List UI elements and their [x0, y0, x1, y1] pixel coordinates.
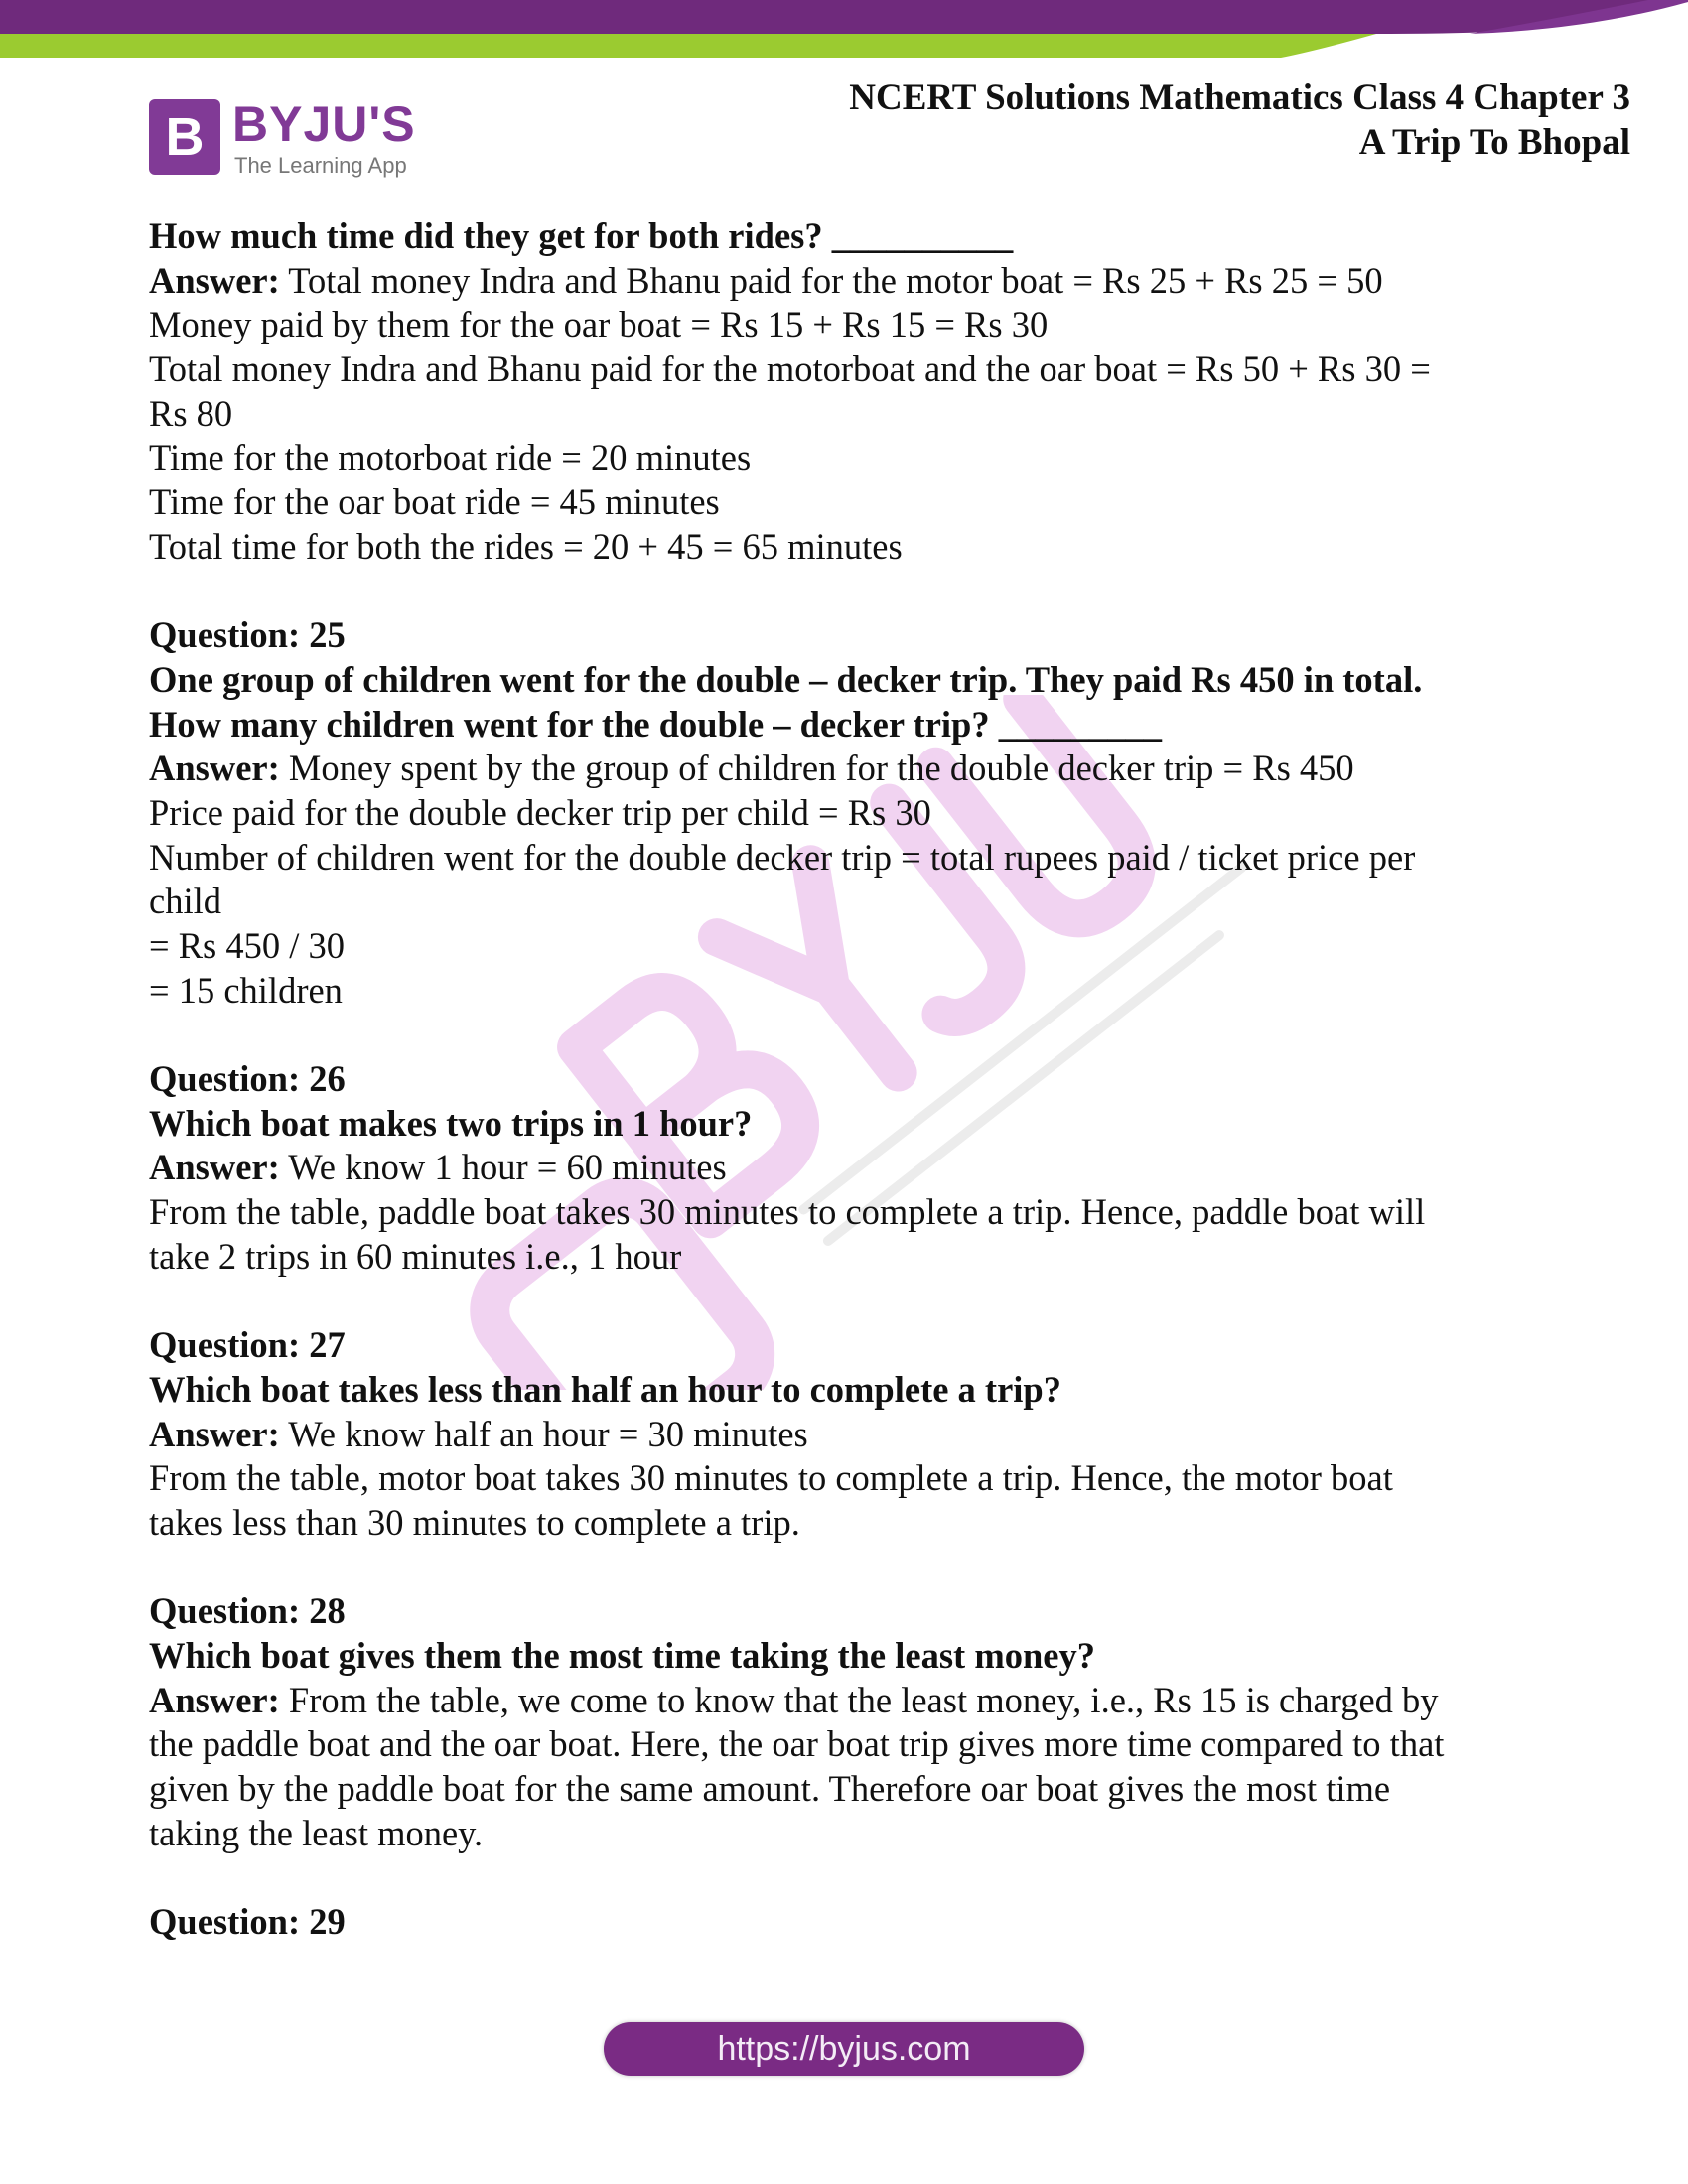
answer-text: Total money Indra and Bhanu paid for the motorboat and the oar boat = Rs 50 + Rs 30 =: [149, 348, 1431, 390]
text-line: [149, 1812, 1559, 1856]
answer-text: Total money Indra and Bhanu paid for the motor boat = Rs 25 + Rs 25 = 50: [279, 259, 1383, 301]
text-line: [149, 525, 1559, 570]
text-line: [149, 480, 1559, 525]
answer-text: = 15 children: [149, 969, 343, 1011]
byjus-website-link[interactable]: https://byjus.com: [604, 2022, 1084, 2076]
page-title-line-1: NCERT Solutions Mathematics Class 4 Chapter 3: [849, 77, 1630, 118]
answer-text: Time for the motorboat ride = 20 minutes: [149, 437, 752, 478]
purple-band: [0, 0, 1688, 34]
text-line: [149, 969, 1559, 1014]
text-line: [149, 1855, 1559, 1900]
text-line: [149, 1280, 1559, 1324]
question-text: How many children went for the double – decker trip? _________: [149, 703, 1162, 745]
text-line: [149, 1767, 1559, 1812]
text-line: [149, 791, 1559, 836]
question-text: One group of children went for the double – decker trip. They paid Rs 450 in total.: [149, 658, 1423, 700]
answer-text: Money spent by the group of children for the double decker trip = Rs 450: [279, 748, 1354, 789]
answer-text: given by the paddle boat for the same amount. Therefore oar boat gives the most time: [149, 1768, 1391, 1810]
text-line: [149, 924, 1559, 969]
text-line: [149, 1368, 1559, 1413]
question-number: Question: 29: [149, 1901, 346, 1943]
text-line: [149, 1589, 1559, 1634]
text-line: [149, 614, 1559, 658]
answer-text: From the table, paddle boat takes 30 minutes to complete a trip. Hence, paddle boat will: [149, 1191, 1426, 1233]
text-line: [149, 1501, 1559, 1546]
text-line: [149, 1679, 1559, 1723]
text-line: [149, 214, 1559, 259]
text-line: [149, 1013, 1559, 1057]
text-line: [149, 1323, 1559, 1368]
answer-text: From the table, motor boat takes 30 minutes to complete a trip. Hence, the motor boat: [149, 1457, 1393, 1499]
question-number: Question: 28: [149, 1590, 346, 1632]
text-line: [149, 1456, 1559, 1501]
text-line: [149, 836, 1559, 881]
green-band: [0, 30, 1390, 58]
answer-text: takes less than 30 minutes to complete a trip.: [149, 1501, 800, 1543]
text-line: [149, 1235, 1559, 1280]
text-line: [149, 436, 1559, 480]
answer-text: We know 1 hour = 60 minutes: [279, 1147, 727, 1188]
answer-text: the paddle boat and the oar boat. Here, the oar boat trip gives more time compared to that: [149, 1723, 1445, 1765]
text-line: [149, 570, 1559, 614]
answer-text: Time for the oar boat ride = 45 minutes: [149, 481, 720, 523]
answer-text: Number of children went for the double decker trip = total rupees paid / ticket price per: [149, 836, 1416, 878]
text-line: [149, 347, 1559, 392]
answer-text: Money paid by them for the oar boat = Rs 15 + Rs 15 = Rs 30: [149, 304, 1049, 345]
logo-brand: BYJU'S: [232, 96, 416, 152]
page-title-line-2: A Trip To Bhopal: [1358, 122, 1630, 163]
answer-label: Answer:: [149, 1147, 280, 1188]
text-line: [149, 303, 1559, 347]
answer-text: Total time for both the rides = 20 + 45 = 65 minutes: [149, 525, 903, 567]
answer-text: From the table, we come to know that the least money, i.e., Rs 15 is charged by: [279, 1679, 1439, 1720]
question-text: How much time did they get for both rides? __________: [149, 215, 1014, 256]
text-line: [149, 703, 1559, 748]
answer-text: = Rs 450 / 30: [149, 925, 346, 966]
document-body: [149, 214, 1559, 1945]
question-text: Which boat makes two trips in 1 hour?: [149, 1102, 753, 1144]
answer-text: child: [149, 881, 221, 922]
answer-label: Answer:: [149, 748, 280, 789]
question-text: Which boat gives them the most time taking the least money?: [149, 1635, 1095, 1676]
answer-label: Answer:: [149, 1679, 280, 1720]
logo-mark: B: [149, 99, 220, 175]
question-number: Question: 26: [149, 1058, 346, 1100]
logo-tagline: The Learning App: [234, 153, 407, 178]
text-line: [149, 880, 1559, 924]
question-text: Which boat takes less than half an hour to complete a trip?: [149, 1368, 1061, 1410]
answer-text: Price paid for the double decker trip per child = Rs 30: [149, 791, 931, 833]
text-line: [149, 1057, 1559, 1102]
byjus-logo: [149, 97, 437, 181]
page-title: [849, 75, 1630, 165]
question-number: Question: 25: [149, 614, 346, 656]
text-line: [149, 1146, 1559, 1190]
text-line: [149, 1413, 1559, 1457]
text-line: [149, 1634, 1559, 1679]
answer-text: We know half an hour = 30 minutes: [279, 1413, 808, 1454]
text-line: [149, 747, 1559, 791]
text-line: [149, 259, 1559, 304]
text-line: [149, 658, 1559, 703]
text-line: [149, 1722, 1559, 1767]
answer-label: Answer:: [149, 1413, 280, 1454]
answer-text: taking the least money.: [149, 1812, 484, 1853]
question-number: Question: 27: [149, 1324, 346, 1366]
answer-text: take 2 trips in 60 minutes i.e., 1 hour: [149, 1235, 682, 1277]
answer-text: Rs 80: [149, 392, 233, 434]
text-line: [149, 392, 1559, 437]
text-line: [149, 1900, 1559, 1945]
header-banner: [0, 0, 1688, 62]
answer-label: Answer:: [149, 259, 280, 301]
text-line: [149, 1190, 1559, 1235]
text-line: [149, 1102, 1559, 1147]
text-line: [149, 1546, 1559, 1590]
